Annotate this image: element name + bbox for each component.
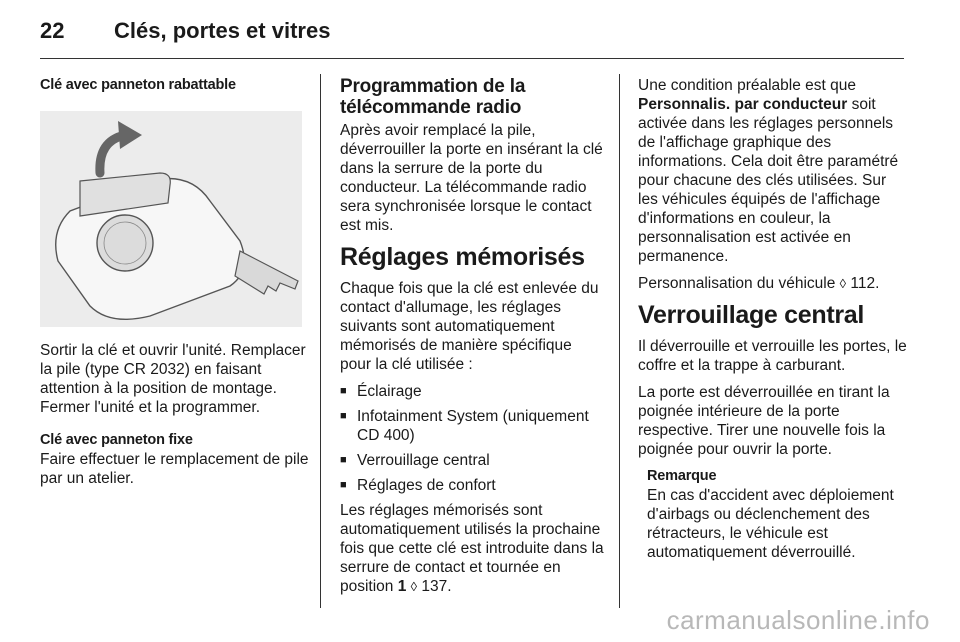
paragraph-door-unlock: La porte est déverrouillée en tirant la poignée intérieure de la porte respective. Tirer une nouvelle fois la poignée pour ouvrir la porte. — [638, 384, 890, 458]
settings-list — [340, 382, 605, 495]
key-battery-illustration — [40, 111, 302, 327]
column-3 — [638, 76, 910, 562]
column-2 — [340, 76, 605, 604]
section-title-central-locking: Verrouillage central — [638, 301, 865, 329]
bullet-icon: ■ — [340, 385, 347, 397]
watermark: carmanualsonline.info — [666, 605, 930, 635]
subheading-fixed-key: Clé avec panneton fixe — [40, 432, 193, 448]
column-1 — [40, 76, 310, 488]
paragraph-auto-apply: Les réglages mémorisés sont automatiquement utilisés la prochaine fois que cette clé est introduite dans la serrure de contact et tournée en position 1 ◊ 137. — [340, 502, 604, 595]
column-divider-2 — [619, 74, 620, 608]
paragraph-precondition: Une condition préalable est que Personnalis. par conducteur soit activée dans les réglages personnels de l'affichage graphique des informations. Cela doit être paramétré pour chacune des clés utilisées. Sur les véhicules équipés de l'affichage d'informations en couleur, la personnalisation est activée en permanence. — [638, 77, 899, 265]
list-item: ■ Infotainment System (uniquement CD 400) — [340, 408, 589, 444]
chapter-title: Clés, portes et vitres — [114, 18, 331, 43]
page-reference-icon: ◊ — [839, 276, 847, 291]
setting-name: Personnalis. par conducteur — [638, 96, 848, 113]
list-item: ■ Verrouillage central — [340, 452, 490, 469]
subheading-folding-key: Clé avec panneton rabattable — [40, 77, 236, 93]
page-reference-icon: ◊ — [410, 579, 418, 594]
heading-remote-programming: Programmation de la télécommande radio — [340, 76, 526, 118]
note-text: En cas d'accident avec déploiement d'airbags ou déclenchement des rétracteurs, le véhicule est automatiquement déverrouillé. — [647, 487, 894, 561]
battery-cell — [97, 215, 153, 271]
bullet-icon: ■ — [340, 479, 347, 491]
bullet-icon: ■ — [340, 454, 347, 466]
note-title: Remarque — [647, 468, 717, 484]
section-title-memorised-settings: Réglages mémorisés — [340, 243, 585, 271]
paragraph-vehicle-personalization: Personnalisation du véhicule ◊ 112. — [638, 275, 880, 292]
paragraph-workshop: Faire effectuer le remplacement de pile par un atelier. — [40, 451, 309, 487]
paragraph-synchronization: Après avoir remplacé la pile, déverrouiller la porte en insérant la clé dans la serrure de la porte du conducteur. La télécommande radio sera synchronisée lorsque le contact est mis. — [340, 122, 603, 234]
note-box — [647, 467, 910, 562]
list-item: ■ Réglages de confort — [340, 477, 496, 494]
page-number: 22 — [40, 18, 65, 43]
paragraph-central-locking: Il déverrouille et verrouille les portes, le coffre et la trappe à carburant. — [638, 338, 907, 374]
paragraph-settings-intro: Chaque fois que la clé est enlevée du contact d'allumage, les réglages suivants sont automatiquement mémorisés de manière spécifique pour la clé utilisée : — [340, 280, 599, 373]
column-divider-1 — [320, 74, 321, 608]
bullet-icon: ■ — [340, 410, 347, 422]
paragraph-replace-battery: Sortir la clé et ouvrir l'unité. Remplacer la pile (type CR 2032) en faisant attention à la position de montage. Fermer l'unité et la programmer. — [40, 342, 306, 416]
header-rule — [40, 58, 904, 59]
list-item: ■ Éclairage — [340, 383, 422, 400]
